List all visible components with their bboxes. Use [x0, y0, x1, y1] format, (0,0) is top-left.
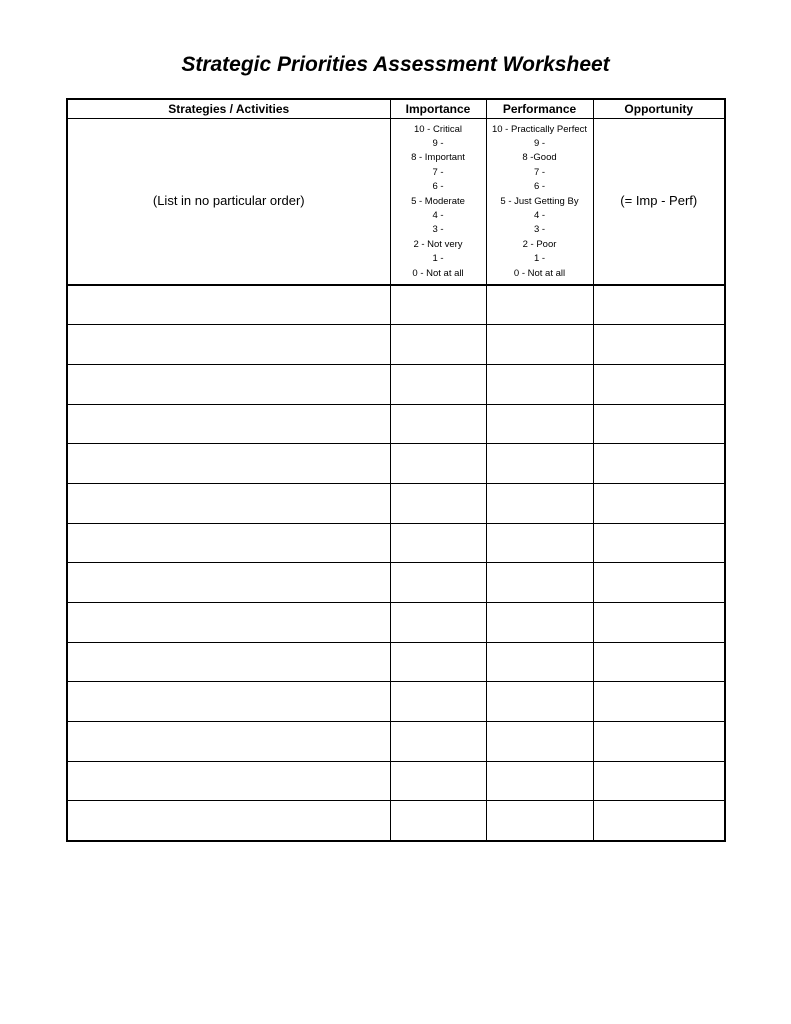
- performance-cell[interactable]: [486, 563, 593, 603]
- performance-cell[interactable]: [486, 722, 593, 762]
- strategy-cell[interactable]: [67, 483, 390, 523]
- opportunity-cell[interactable]: [593, 444, 725, 484]
- strategy-cell[interactable]: [67, 682, 390, 722]
- importance-scale-level: 5 - Moderate: [411, 195, 465, 207]
- header-strategies: Strategies / Activities: [67, 99, 390, 118]
- strategies-note: (List in no particular order): [152, 193, 305, 209]
- performance-cell[interactable]: [486, 404, 593, 444]
- importance-cell[interactable]: [390, 325, 486, 365]
- strategy-cell[interactable]: [67, 801, 390, 841]
- opportunity-cell[interactable]: [593, 483, 725, 523]
- opportunity-cell[interactable]: [593, 642, 725, 682]
- table-row: [67, 801, 725, 841]
- importance-cell[interactable]: [390, 404, 486, 444]
- opportunity-cell[interactable]: [593, 364, 725, 404]
- page-title: Strategic Priorities Assessment Worksheet: [181, 53, 610, 76]
- performance-cell[interactable]: [486, 285, 593, 325]
- header-importance: Importance: [390, 99, 486, 118]
- importance-cell[interactable]: [390, 682, 486, 722]
- worksheet-table: [66, 98, 726, 842]
- importance-scale: [391, 119, 486, 284]
- table-row: [67, 682, 725, 722]
- performance-cell[interactable]: [486, 444, 593, 484]
- performance-cell[interactable]: [486, 364, 593, 404]
- importance-scale-level: 1 -: [432, 253, 444, 265]
- performance-scale-level: 4 -: [533, 209, 546, 221]
- performance-scale-cell: [486, 118, 593, 285]
- importance-scale-level: 7 -: [432, 166, 444, 178]
- table-row: [67, 483, 725, 523]
- performance-cell[interactable]: [486, 483, 593, 523]
- importance-cell[interactable]: [390, 285, 486, 325]
- strategy-cell[interactable]: [67, 523, 390, 563]
- importance-cell[interactable]: [390, 523, 486, 563]
- opportunity-note: (= Imp - Perf): [620, 193, 698, 209]
- table-row: [67, 603, 725, 643]
- importance-cell[interactable]: [390, 722, 486, 762]
- performance-scale-level: 1 -: [533, 253, 546, 265]
- opportunity-cell[interactable]: [593, 722, 725, 762]
- scale-row: [67, 118, 725, 285]
- table-row: [67, 285, 725, 325]
- opportunity-note-cell: [593, 118, 725, 285]
- header-performance: Performance: [486, 99, 593, 118]
- performance-scale: [487, 119, 593, 284]
- performance-cell[interactable]: [486, 642, 593, 682]
- header-opportunity: Opportunity: [593, 99, 725, 118]
- performance-scale-level: 9 -: [533, 137, 546, 149]
- importance-cell[interactable]: [390, 761, 486, 801]
- importance-cell[interactable]: [390, 364, 486, 404]
- strategy-cell[interactable]: [67, 603, 390, 643]
- opportunity-cell[interactable]: [593, 285, 725, 325]
- opportunity-cell[interactable]: [593, 325, 725, 365]
- importance-scale-level: 3 -: [432, 224, 444, 236]
- table-row: [67, 563, 725, 603]
- performance-cell[interactable]: [486, 523, 593, 563]
- opportunity-cell[interactable]: [593, 404, 725, 444]
- opportunity-cell[interactable]: [593, 761, 725, 801]
- opportunity-cell[interactable]: [593, 603, 725, 643]
- table-row: [67, 523, 725, 563]
- importance-cell[interactable]: [390, 444, 486, 484]
- importance-scale-level: 0 - Not at all: [412, 267, 464, 279]
- importance-scale-level: 6 -: [432, 181, 444, 193]
- table-row: [67, 364, 725, 404]
- importance-cell[interactable]: [390, 801, 486, 841]
- strategy-cell[interactable]: [67, 285, 390, 325]
- table-row: [67, 642, 725, 682]
- strategy-cell[interactable]: [67, 404, 390, 444]
- strategy-cell[interactable]: [67, 563, 390, 603]
- importance-scale-level: 9 -: [432, 137, 444, 149]
- opportunity-cell[interactable]: [593, 523, 725, 563]
- performance-cell[interactable]: [486, 761, 593, 801]
- opportunity-cell[interactable]: [593, 682, 725, 722]
- strategy-cell[interactable]: [67, 761, 390, 801]
- importance-cell[interactable]: [390, 483, 486, 523]
- importance-cell[interactable]: [390, 603, 486, 643]
- importance-scale-level: 4 -: [432, 209, 444, 221]
- performance-scale-level: 0 - Not at all: [513, 267, 566, 279]
- importance-cell[interactable]: [390, 563, 486, 603]
- performance-cell[interactable]: [486, 325, 593, 365]
- strategies-note-cell: [67, 118, 390, 285]
- performance-scale-level: 10 - Practically Perfect: [491, 123, 588, 135]
- table-row: [67, 325, 725, 365]
- table-row: [67, 404, 725, 444]
- strategy-cell[interactable]: [67, 325, 390, 365]
- strategy-cell[interactable]: [67, 722, 390, 762]
- performance-scale-level: 7 -: [533, 166, 546, 178]
- header-row: [67, 99, 725, 118]
- opportunity-cell[interactable]: [593, 563, 725, 603]
- performance-scale-level: 3 -: [533, 224, 546, 236]
- performance-cell[interactable]: [486, 603, 593, 643]
- performance-scale-level: 5 - Just Getting By: [500, 195, 579, 207]
- importance-scale-level: 10 - Critical: [413, 123, 463, 135]
- importance-scale-level: 2 - Not very: [413, 238, 463, 250]
- strategy-cell[interactable]: [67, 642, 390, 682]
- table-row: [67, 761, 725, 801]
- importance-cell[interactable]: [390, 642, 486, 682]
- performance-scale-level: 6 -: [533, 181, 546, 193]
- importance-scale-level: 8 - Important: [411, 152, 465, 164]
- performance-scale-level: 2 - Poor: [522, 238, 557, 250]
- opportunity-cell[interactable]: [593, 801, 725, 841]
- performance-cell[interactable]: [486, 801, 593, 841]
- performance-cell[interactable]: [486, 682, 593, 722]
- strategy-cell[interactable]: [67, 364, 390, 404]
- strategy-cell[interactable]: [67, 444, 390, 484]
- table-row: [67, 444, 725, 484]
- performance-scale-level: 8 -Good: [522, 152, 557, 164]
- table-row: [67, 722, 725, 762]
- importance-scale-cell: [390, 118, 486, 285]
